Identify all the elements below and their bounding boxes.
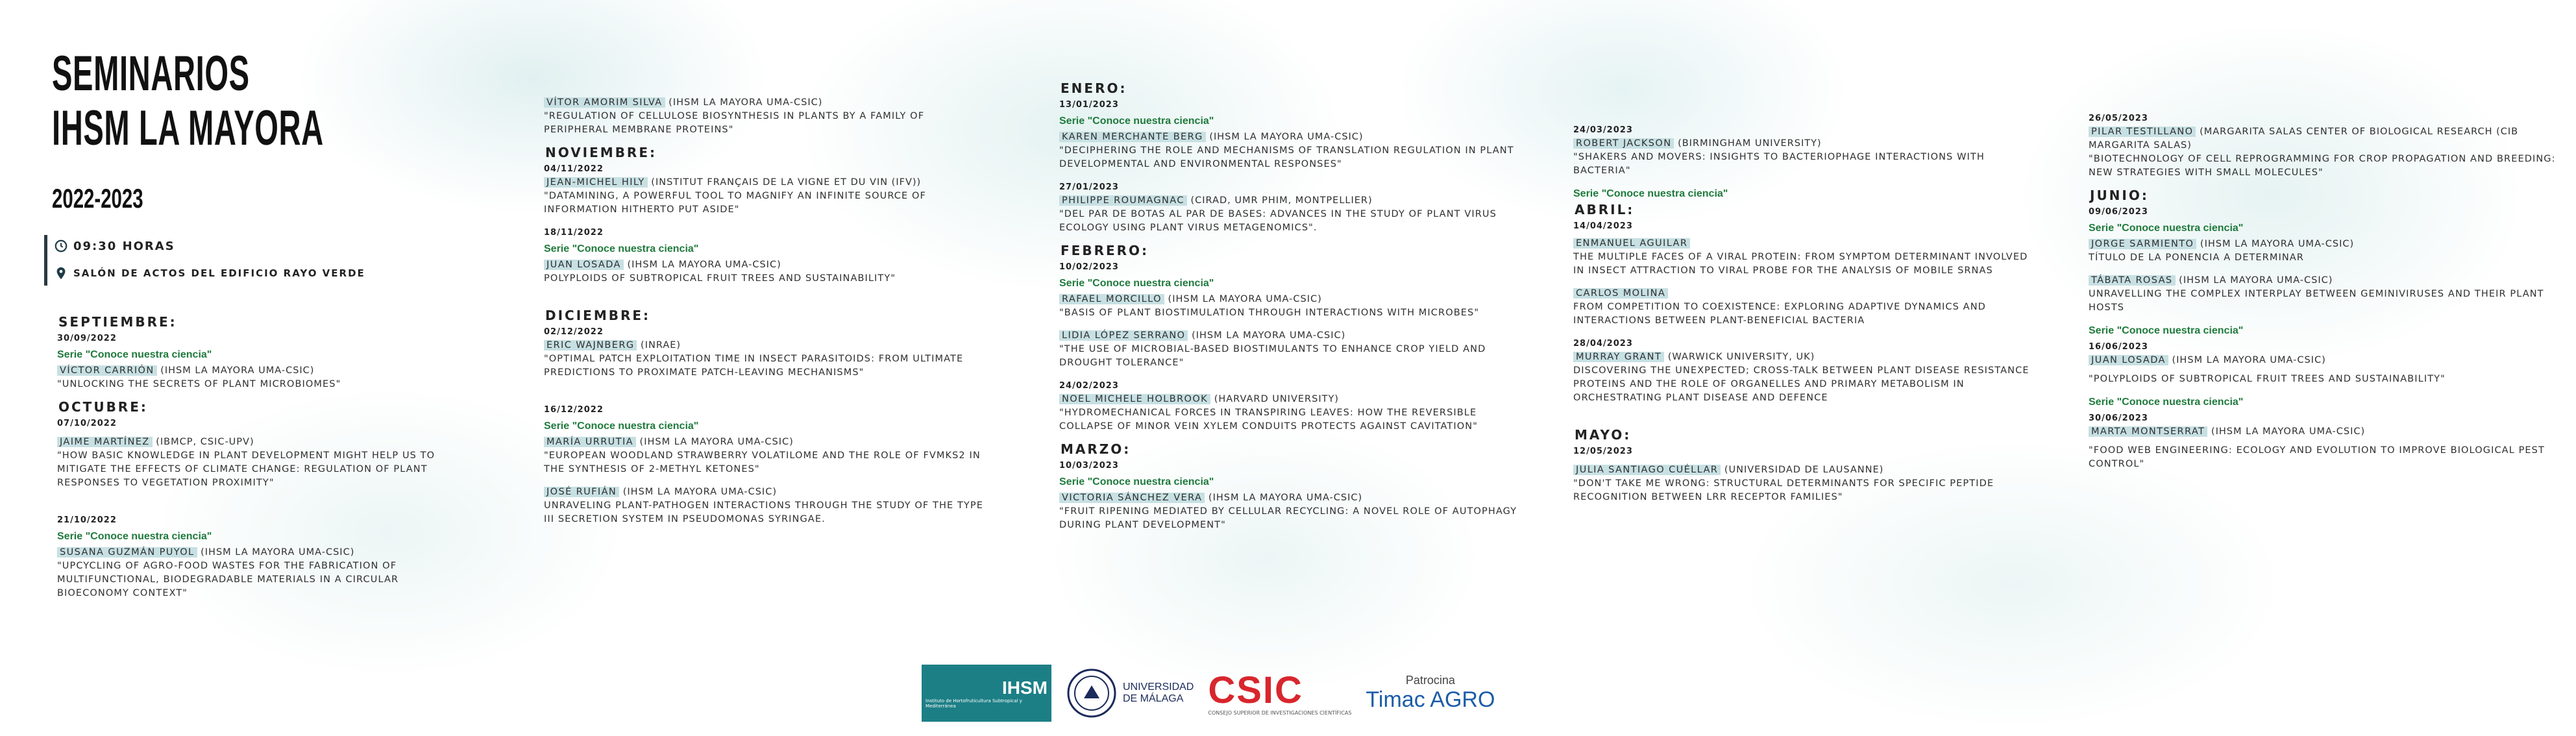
- month-heading: JUNIO:: [2090, 188, 2149, 203]
- speaker-affiliation: (INSTITUT FRANÇAIS DE LA VIGNE ET DU VIN (IFV)): [647, 177, 922, 188]
- talk-title: "UNLOCKING THE SECRETS OF PLANT MICROBIOMES": [57, 379, 341, 389]
- talk-title: UNRAVELLING THE COMPLEX INTERPLAY BETWEEN GEMINIVIRUSES AND THEIR PLANT HOSTS: [2089, 289, 2544, 313]
- seminar-entry: [1059, 329, 1527, 370]
- speaker-name: VICTORIA SÁNCHEZ VERA: [1059, 493, 1205, 503]
- month-heading: FEBRERO:: [1061, 243, 1149, 258]
- timac-logo: [1366, 674, 1495, 713]
- sponsor-logos: [922, 663, 1642, 723]
- seminar-entry: [1573, 123, 2041, 178]
- speaker-name: RAFAEL MORCILLO: [1059, 294, 1164, 304]
- seminar-date: 30/06/2023: [2089, 413, 2148, 423]
- talk-title: "FOOD WEB ENGINEERING: ECOLOGY AND EVOLUTION TO IMPROVE BIOLOGICAL PEST CONTROL": [2089, 445, 2545, 469]
- years: 2022-2023: [52, 183, 143, 214]
- talk-title: "FRUIT RIPENING MEDIATED BY CELLULAR RECYCLING: A NOVEL ROLE OF AUTOPHAGY DURING PLANT DEVELOPMENT": [1059, 506, 1517, 530]
- seminar-date: 27/01/2023: [1059, 182, 1119, 192]
- speaker-affiliation: (IBMCP, CSIC-UPV): [152, 437, 254, 447]
- seminar-entry: [1059, 98, 1527, 171]
- seminar-entry: [1573, 337, 2041, 405]
- seminar-entry: [1573, 445, 2041, 504]
- talk-title: "DECIPHERING THE ROLE AND MECHANISMS OF TRANSLATION REGULATION IN PLANT DEVELOPMENTAL AND ENVIRONMENTAL RESPONSES": [1059, 145, 1514, 169]
- column-5: [2089, 112, 2562, 480]
- speaker-affiliation: (IHSM LA MAYORA UMA-CSIC): [619, 487, 777, 497]
- talk-title: DISCOVERING THE UNEXPECTED; CROSS-TALK BETWEEN PLANT DISEASE RESISTANCE PROTEINS AND THE ROLE OF ORGANELLES AND PRIMARY METABOLISM IN ORCHESTRATING PLANT DISEASE AND DEFENCE: [1573, 365, 2030, 403]
- speaker-name: MARÍA URRUTIA: [544, 437, 636, 447]
- seminar-date: 21/10/2022: [57, 515, 117, 525]
- seminar-entry: [57, 332, 472, 391]
- page-title: [52, 47, 334, 156]
- speaker-affiliation: (IHSM LA MAYORA UMA-CSIC): [1205, 493, 1363, 503]
- speaker-name: CARLOS MOLINA: [1573, 288, 1668, 299]
- ihsm-logo-subtitle: Instituto de Hortofruticultura Subtropical y Mediterránea: [926, 698, 1022, 709]
- seminar-entry: [1059, 180, 1527, 235]
- seminar-date: 24/02/2023: [1059, 381, 1119, 391]
- speaker-affiliation: (CIRAD, UMR PHIM, MONTPELLIER): [1186, 195, 1373, 206]
- seminar-entry: [2089, 112, 2562, 180]
- column-3: [1059, 82, 1527, 541]
- month-heading: NOVIEMBRE:: [545, 145, 657, 160]
- seminar-date: 12/05/2023: [1573, 447, 1633, 456]
- month-heading: MAYO:: [1575, 427, 1632, 443]
- speaker-affiliation: (IHSM LA MAYORA UMA-CSIC): [1188, 330, 1346, 341]
- speaker-name: VÍCTOR CARRIÓN: [57, 365, 157, 376]
- uma-logo: [1066, 667, 1194, 719]
- speaker-affiliation: (MARGARITA SALAS CENTER OF BIOLOGICAL RESEARCH (CIB MARGARITA SALAS): [2089, 127, 2519, 151]
- talk-title: "BASIS OF PLANT BIOSTIMULATION THROUGH INTERACTIONS WITH MICROBES": [1059, 308, 1480, 318]
- seminar-entry: [57, 417, 472, 490]
- series-label: Serie "Conoce nuestra ciencia": [1059, 476, 1214, 487]
- seminar-date: 16/06/2023: [2089, 342, 2148, 352]
- speaker-affiliation: (UNIVERSIDAD DE LAUSANNE): [1721, 465, 1884, 475]
- speaker-name: JUAN LOSADA: [2089, 355, 2168, 365]
- seminar-date: 07/10/2022: [57, 419, 117, 428]
- ihsm-logo: [922, 665, 1051, 722]
- talk-title: POLYPLOIDS OF SUBTROPICAL FRUIT TREES AND SUSTAINABILITY": [544, 273, 896, 284]
- title-line-2: IHSM LA MAYORA: [52, 101, 324, 156]
- speaker-name: ENMANUEL AGUILAR: [1573, 238, 1690, 249]
- seminar-entry: [2089, 274, 2562, 315]
- series-label: Serie "Conoce nuestra ciencia": [57, 349, 212, 360]
- talk-title: "DATAMINING, A POWERFUL TOOL TO MAGNIFY AN INFINITE SOURCE OF INFORMATION HITHERTO PUT ASIDE": [544, 191, 926, 215]
- speaker-affiliation: (IHSM LA MAYORA UMA-CSIC): [623, 260, 781, 270]
- seminar-date: 14/04/2023: [1573, 221, 1633, 231]
- clock-icon: [54, 239, 68, 253]
- series-label: Serie "Conoce nuestra ciencia": [2089, 397, 2244, 408]
- seminar-entry: [544, 96, 985, 137]
- talk-title: "SHAKERS AND MOVERS: INSIGHTS TO BACTERIOPHAGE INTERACTIONS WITH BACTERIA": [1573, 152, 1985, 176]
- speaker-name: TÁBATA ROSAS: [2089, 275, 2176, 286]
- speaker-affiliation: (BIRMINGHAM UNIVERSITY): [1674, 138, 1822, 149]
- speaker-name: KAREN MERCHANTE BERG: [1059, 132, 1206, 142]
- seminar-entry: [544, 485, 985, 526]
- series-label: Serie "Conoce nuestra ciencia": [1059, 278, 1214, 289]
- speaker-affiliation: (IHSM LA MAYORA UMA-CSIC): [2168, 355, 2326, 365]
- speaker-name: SUSANA GUZMÁN PUYOL: [57, 547, 197, 558]
- seminar-entry: [1059, 260, 1527, 320]
- seminar-entry: [2089, 340, 2562, 386]
- column-4: [1573, 123, 2041, 513]
- speaker-name: MURRAY GRANT: [1573, 352, 1664, 362]
- speaker-affiliation: (IHSM LA MAYORA UMA-CSIC): [2175, 275, 2333, 286]
- location-pin-icon: [54, 266, 68, 280]
- talk-title: "REGULATION OF CELLULOSE BIOSYNTHESIS IN PLANTS BY A FAMILY OF PERIPHERAL MEMBRANE PROTEINS": [544, 111, 925, 135]
- series-label: Serie "Conoce nuestra ciencia": [544, 243, 699, 254]
- month-heading: DICIEMBRE:: [545, 308, 651, 323]
- speaker-name: NOEL MICHELE HOLBROOK: [1059, 394, 1210, 404]
- seminar-date: 09/06/2023: [2089, 207, 2148, 217]
- talk-title: "OPTIMAL PATCH EXPLOITATION TIME IN INSECT PARASITOIDS: FROM ULTIMATE PREDICTIONS TO PROXIMATE PATCH-LEAVING MECHANISMS": [544, 354, 964, 378]
- place-text: SALÓN DE ACTOS DEL EDIFICIO RAYO VERDE: [73, 267, 365, 279]
- time-text: 09:30 HORAS: [73, 239, 175, 253]
- seminar-entry: [1059, 459, 1527, 532]
- talk-title: THE MULTIPLE FACES OF A VIRAL PROTEIN: FROM SYMPTOM DETERMINANT INVOLVED IN INSECT ATTRACTION TO VIRAL PROBE FOR THE ANALYSIS OF MOBILE SRNAS: [1573, 252, 2028, 276]
- speaker-affiliation: (IHSM LA MAYORA UMA-CSIC): [1164, 294, 1322, 304]
- seminar-date: 10/02/2023: [1059, 262, 1119, 272]
- speaker-name: LIDIA LÓPEZ SERRANO: [1059, 330, 1188, 341]
- talk-title: "EUROPEAN WOODLAND STRAWBERRY VOLATILOME AND THE ROLE OF FVMKS2 IN THE SYNTHESIS OF 2-METHYL KETONES": [544, 450, 981, 474]
- series-label: Serie "Conoce nuestra ciencia": [2089, 223, 2244, 234]
- series-label: Serie "Conoce nuestra ciencia": [57, 531, 212, 542]
- speaker-affiliation: (IHSM LA MAYORA UMA-CSIC): [156, 365, 315, 376]
- seminar-entry: [57, 513, 472, 600]
- month-heading: ABRIL:: [1575, 202, 1635, 217]
- seminar-entry: [1573, 219, 2041, 278]
- speaker-name: ERIC WAJNBERG: [544, 340, 637, 350]
- seminar-date: 13/01/2023: [1059, 100, 1119, 110]
- seminar-date: 04/11/2022: [544, 164, 604, 174]
- series-label: Serie "Conoce nuestra ciencia": [1573, 188, 1728, 199]
- seminar-date: 02/12/2022: [544, 327, 604, 337]
- csic-logo-subtitle: CONSEJO SUPERIOR DE INVESTIGACIONES CIENTÍFICAS: [1208, 709, 1352, 716]
- seminar-date: 26/05/2023: [2089, 114, 2148, 123]
- speaker-name: JOSÉ RUFIÁN: [544, 487, 619, 497]
- speaker-name: ROBERT JACKSON: [1573, 138, 1674, 149]
- talk-title: FROM COMPETITION TO COEXISTENCE: EXPLORING ADAPTIVE DYNAMICS AND INTERACTIONS BETWEEN PLANT-BENEFICIAL BACTERIA: [1573, 302, 1986, 326]
- seminar-entry: [1573, 287, 2041, 328]
- speaker-affiliation: (IHSM LA MAYORA UMA-CSIC): [665, 97, 823, 108]
- speaker-affiliation: (IHSM LA MAYORA UMA-CSIC): [197, 547, 355, 558]
- seminar-entry: [544, 226, 985, 286]
- talk-title: "UPCYCLING OF AGRO-FOOD WASTES FOR THE FABRICATION OF MULTIFUNCTIONAL, BIODEGRADABLE MATERIALS IN A CIRCULAR BIOECONOMY CONTEXT": [57, 561, 399, 598]
- uma-seal-icon: [1066, 667, 1118, 719]
- seminar-date: 18/11/2022: [544, 228, 604, 238]
- speaker-affiliation: (IHSM LA MAYORA UMA-CSIC): [2207, 426, 2366, 437]
- month-heading: SEPTIEMBRE:: [58, 314, 177, 330]
- speaker-name: PILAR TESTILLANO: [2089, 127, 2196, 137]
- seminar-entry: [544, 162, 985, 217]
- sponsor-label: Patrocina: [1405, 674, 1455, 687]
- title-line-1: SEMINARIOS: [52, 46, 250, 101]
- speaker-affiliation: (IHSM LA MAYORA UMA-CSIC): [1205, 132, 1364, 142]
- speaker-name: JEAN-MICHEL HILY: [544, 177, 648, 188]
- month-heading: OCTUBRE:: [58, 399, 148, 415]
- speaker-name: PHILIPPE ROUMAGNAC: [1059, 195, 1187, 206]
- speaker-name: MARTA MONTSERRAT: [2089, 426, 2207, 437]
- seminar-entry: [2089, 205, 2562, 265]
- talk-title: UNRAVELING PLANT-PATHOGEN INTERACTIONS THROUGH THE STUDY OF THE TYPE III SECRETION SYSTEM IN PSEUDOMONAS SYRINGAE.: [544, 500, 983, 524]
- column-2: [544, 96, 985, 535]
- talk-title: "HYDROMECHANICAL FORCES IN TRANSPIRING LEAVES: HOW THE REVERSIBLE COLLAPSE OF MINOR VEIN XYLEM CONDUITS PROTECTS AGAINST CAVITATION": [1059, 408, 1478, 432]
- seminar-date: 24/03/2023: [1573, 125, 1633, 135]
- talk-title: TÍTULO DE LA PONENCIA A DETERMINAR: [2089, 252, 2304, 263]
- seminar-date: 30/09/2022: [57, 334, 117, 343]
- series-label: Serie "Conoce nuestra ciencia": [1059, 116, 1214, 127]
- uma-line-2: DE MÁLAGA: [1123, 693, 1184, 704]
- csic-logo: [1208, 671, 1351, 716]
- month-heading: MARZO:: [1061, 441, 1131, 457]
- series-label: Serie "Conoce nuestra ciencia": [2089, 325, 2244, 336]
- column-1: [57, 315, 472, 609]
- seminar-entry: [544, 325, 985, 380]
- speaker-name: JAIME MARTÍNEZ: [57, 437, 153, 447]
- speaker-affiliation: (HARVARD UNIVERSITY): [1210, 394, 1339, 404]
- talk-title: "BIOTECHNOLOGY OF CELL REPROGRAMMING FOR CROP PROPAGATION AND BREEDING: NEW STRATEGIES WITH SMALL MOLECULES": [2089, 154, 2556, 178]
- speaker-affiliation: (WARWICK UNIVERSITY, UK): [1664, 352, 1815, 362]
- uma-line-1: UNIVERSIDAD: [1123, 681, 1194, 693]
- timac-logo-text: Timac AGRO: [1366, 687, 1495, 712]
- speaker-name: JORGE SARMIENTO: [2089, 239, 2196, 249]
- seminar-date: 10/03/2023: [1059, 461, 1119, 471]
- seminar-date: 16/12/2022: [544, 405, 604, 415]
- talk-title: "POLYPLOIDS OF SUBTROPICAL FRUIT TREES AND SUSTAINABILITY": [2089, 374, 2446, 384]
- seminar-entry: [544, 403, 985, 476]
- speaker-name: VÍTOR AMORIM SILVA: [544, 97, 665, 108]
- csic-logo-text: CSIC: [1208, 669, 1303, 711]
- speaker-affiliation: (IHSM LA MAYORA UMA-CSIC): [2196, 239, 2355, 249]
- talk-title: "DEL PAR DE BOTAS AL PAR DE BASES: ADVANCES IN THE STUDY OF PLANT VIRUS ECOLOGY USING PLANT VIRUS METAGENOMICS".: [1059, 209, 1497, 233]
- speaker-affiliation: (IHSM LA MAYORA UMA-CSIC): [635, 437, 794, 447]
- talk-title: "DON'T TAKE ME WRONG: STRUCTURAL DETERMINANTS FOR SPECIFIC PEPTIDE RECOGNITION BETWEEN LRR RECEPTOR FAMILIES": [1573, 478, 1994, 502]
- month-heading: ENERO:: [1061, 80, 1127, 96]
- speaker-name: JULIA SANTIAGO CUÉLLAR: [1573, 465, 1721, 475]
- ihsm-logo-text: IHSM: [1002, 678, 1048, 698]
- seminar-entry: [1059, 379, 1527, 434]
- series-label: Serie "Conoce nuestra ciencia": [544, 421, 699, 432]
- seminar-entry: [2089, 411, 2562, 471]
- talk-title: "HOW BASIC KNOWLEDGE IN PLANT DEVELOPMENT MIGHT HELP US TO MITIGATE THE EFFECTS OF CLIMATE CHANGE: REGULATION OF PLANT RESPONSES TO VEGETATION PROXIMITY": [57, 450, 435, 488]
- speaker-name: JUAN LOSADA: [544, 260, 624, 270]
- seminar-date: 28/04/2023: [1573, 339, 1633, 349]
- event-info: [44, 235, 365, 286]
- talk-title: "THE USE OF MICROBIAL-BASED BIOSTIMULANTS TO ENHANCE CROP YIELD AND DROUGHT TOLERANCE": [1059, 344, 1486, 368]
- speaker-affiliation: (INRAE): [637, 340, 681, 350]
